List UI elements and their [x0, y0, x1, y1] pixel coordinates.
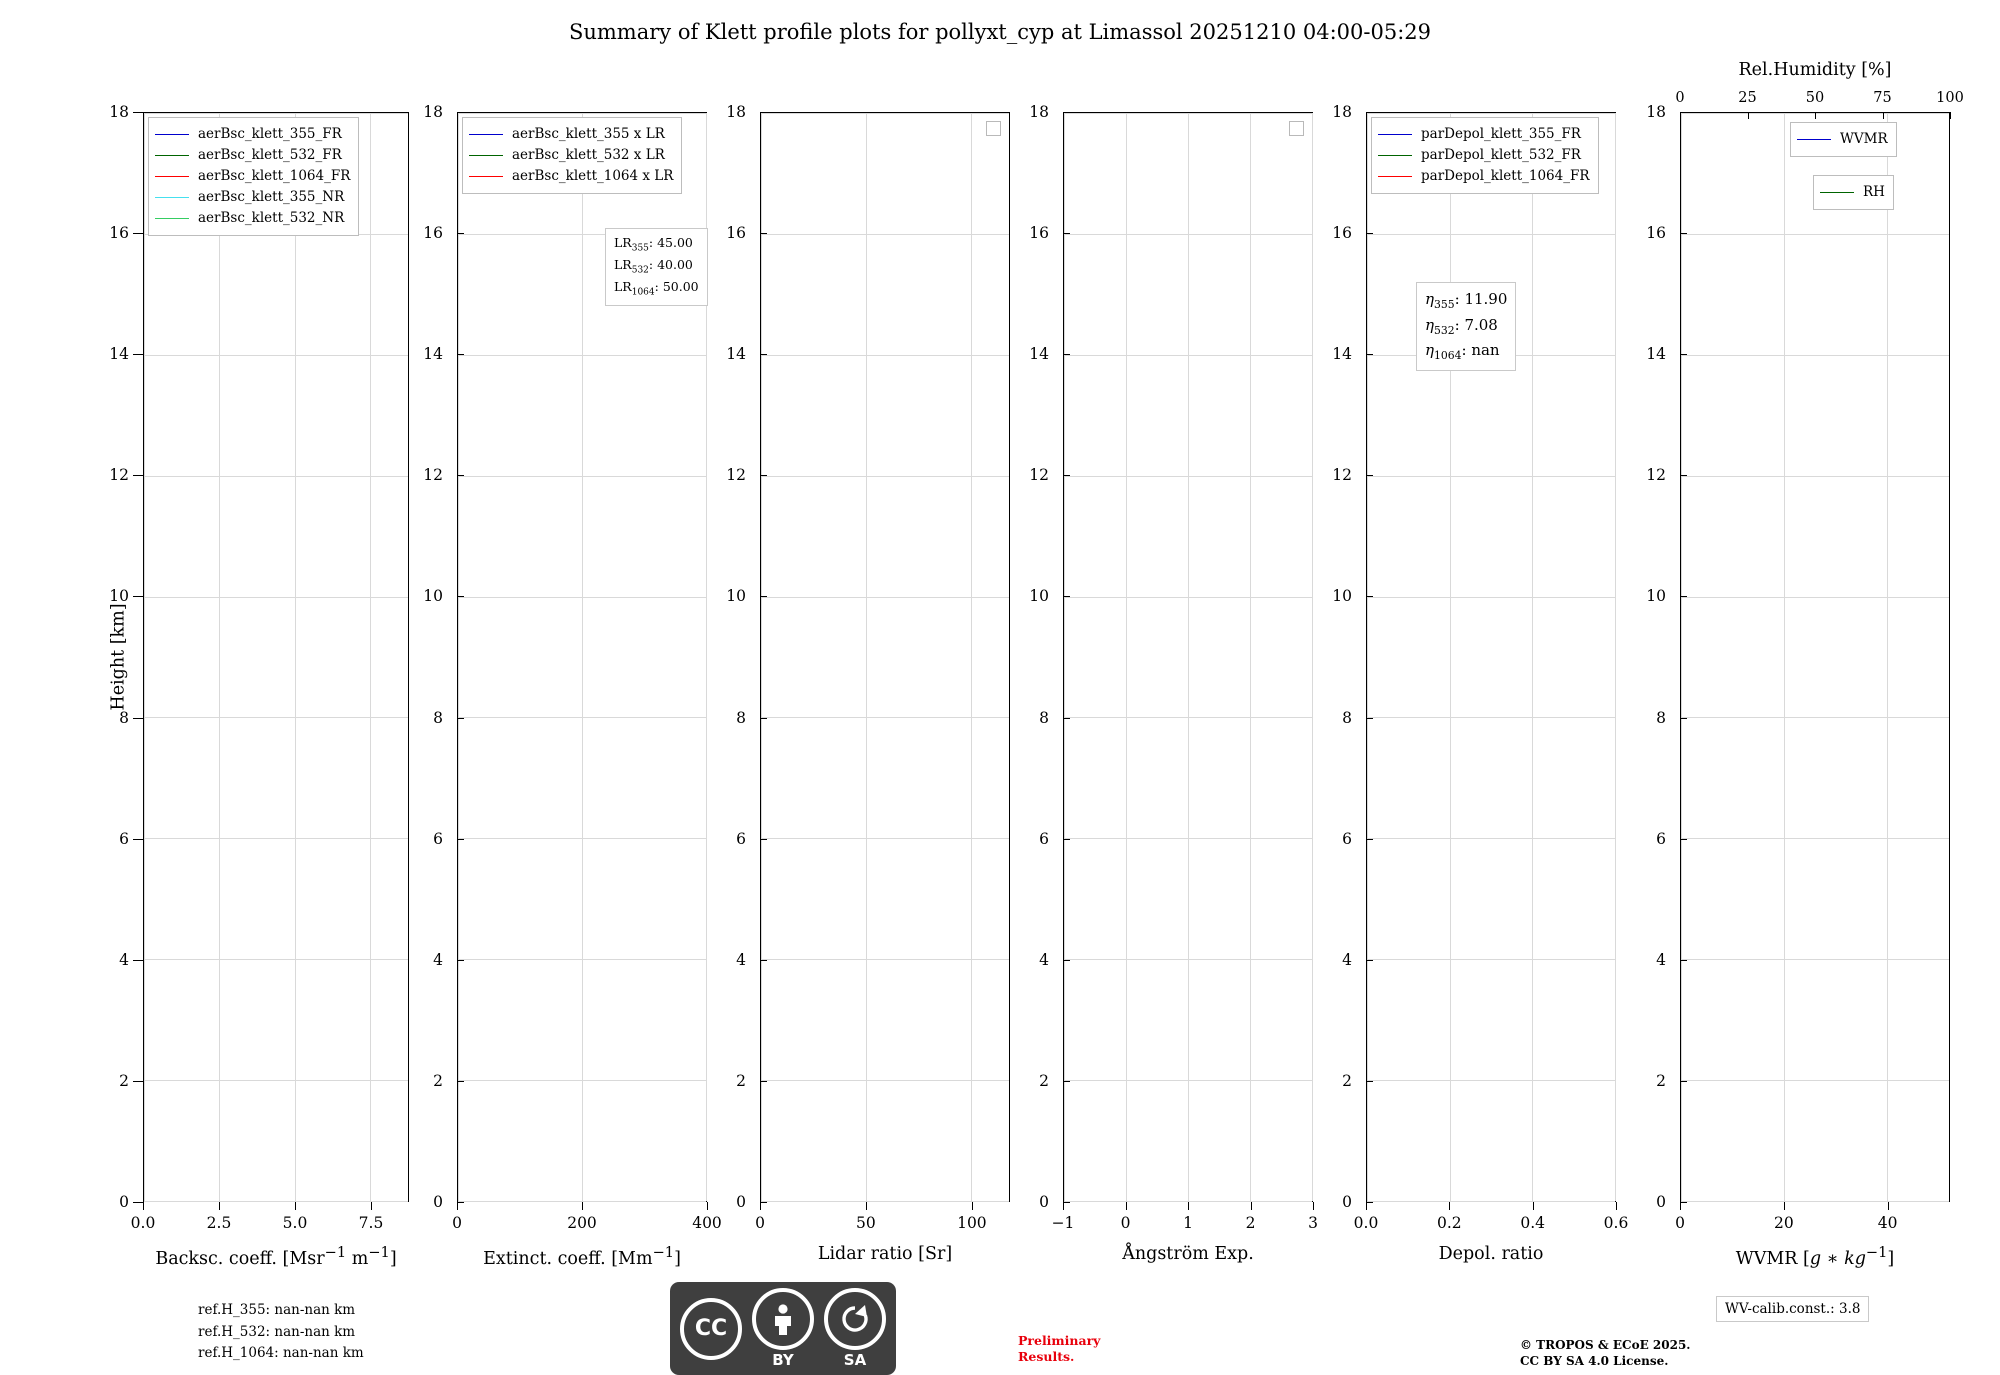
y-tick-label: 0 — [1342, 1193, 1352, 1211]
legend-label: parDepol_klett_1064_FR — [1421, 167, 1590, 184]
chart-panel-angstrom — [1029, 103, 1318, 1264]
legend-item — [469, 124, 673, 145]
x-tick-label: 400 — [692, 1214, 722, 1232]
x-tick-label: −1 — [1051, 1214, 1075, 1232]
x-axis-title-wvmr: WVMR [g ∗ $kg^{-1}$] — [1735, 1244, 1895, 1269]
copyright-line-2: CC BY SA 4.0 License. — [1520, 1354, 1669, 1369]
y-tick-label: 18 — [1029, 103, 1049, 121]
legend-rh — [1813, 175, 1894, 210]
legend-color-swatch — [155, 218, 189, 219]
legend-color-swatch — [155, 134, 189, 135]
cc-by-label: BY — [772, 1351, 794, 1369]
top-x-tick-label: 50 — [1805, 90, 1825, 106]
y-tick-label: 0 — [1656, 1193, 1666, 1211]
lr-1064-value: 50.00 — [662, 279, 699, 294]
legend-color-swatch — [1378, 176, 1412, 177]
eta-355-row: $\eta_{355}$: 11.90 — [1425, 290, 1508, 311]
x-axis-title-backscatter — [143, 1244, 409, 1269]
y-tick-label: 10 — [726, 587, 746, 606]
eta-1064-row: $\eta_{1064}$: nan — [1425, 341, 1500, 363]
ref-h-532: ref.H_532: nan-nan km — [198, 1323, 356, 1340]
y-tick-label: 8 — [433, 708, 443, 727]
y-tick-label: 2 — [1039, 1071, 1049, 1090]
legend-color-swatch — [469, 176, 503, 177]
y-tick-label: 14 — [1029, 345, 1049, 364]
x-tick-label: 0 — [755, 1214, 765, 1232]
top-x-tick-label: 100 — [1936, 90, 1964, 106]
x-axis-title-angstrom: Ångström Exp. — [1122, 1244, 1254, 1264]
ref-h-355: ref.H_355: nan-nan km — [198, 1302, 356, 1318]
y-tick-label: 6 — [119, 829, 129, 848]
y-tick-label: 6 — [1342, 829, 1352, 848]
top-x-tick-label: 0 — [1675, 90, 1685, 106]
y-tick-label: 2 — [433, 1071, 443, 1090]
legend-item — [155, 166, 350, 187]
legend-item — [155, 208, 350, 229]
y-tick-label: 12 — [1646, 466, 1666, 485]
plot-area-depol-ratio — [1366, 112, 1616, 1202]
legend-item — [1378, 166, 1590, 187]
y-tick-label: 8 — [1342, 708, 1352, 727]
y-tick-label: 18 — [109, 103, 129, 121]
y-tick-label: 16 — [109, 224, 129, 243]
empty-legend-box — [986, 121, 1001, 136]
legend-item — [1378, 145, 1590, 166]
chart-panel-lidar-ratio — [726, 103, 1010, 1264]
x-tick-label: 40 — [1877, 1214, 1898, 1232]
y-tick-label: 18 — [423, 103, 443, 121]
x-tick-label: 0 — [1675, 1214, 1685, 1232]
x-tick-label: 100 — [957, 1214, 987, 1232]
legend-color-swatch — [155, 197, 189, 198]
y-tick-label: 6 — [1656, 829, 1666, 848]
y-tick-label: 2 — [119, 1071, 129, 1090]
top-x-tick-label: 25 — [1738, 90, 1757, 106]
y-tick-label: 0 — [736, 1193, 746, 1211]
cc-icon — [680, 1298, 742, 1360]
cc-license-badge[interactable] — [670, 1282, 896, 1375]
y-axis-title: Height [km] — [108, 603, 129, 711]
y-tick-label: 10 — [1332, 587, 1352, 606]
y-tick-label: 18 — [1332, 103, 1352, 121]
y-tick-label: 14 — [109, 345, 129, 364]
x-tick-label: 0 — [452, 1214, 462, 1232]
legend-label: aerBsc_klett_1064 x LR — [512, 167, 674, 184]
chart-panel-depol-ratio — [1332, 103, 1629, 1264]
y-tick-label: 12 — [726, 466, 746, 485]
y-tick-label: 16 — [423, 224, 443, 243]
preliminary-line-1: Preliminary — [1018, 1333, 1101, 1348]
legend-color-swatch — [155, 176, 189, 177]
x-tick-label: 50 — [856, 1214, 876, 1232]
x-tick-label: 1 — [1183, 1214, 1193, 1232]
legend-item — [469, 166, 673, 187]
y-tick-label: 4 — [736, 950, 746, 969]
cc-icon-text: CC — [694, 1316, 728, 1341]
lr-355-value: 45.00 — [657, 235, 693, 250]
legend-item — [1797, 129, 1888, 150]
x-tick-label: 2 — [1245, 1214, 1256, 1232]
lidar-ratio-annotation — [605, 228, 708, 306]
preliminary-line-2: Results. — [1018, 1349, 1075, 1365]
y-tick-label: 4 — [119, 950, 129, 969]
y-tick-label: 4 — [1656, 950, 1666, 969]
y-tick-label: 2 — [1342, 1071, 1352, 1090]
copyright-line-1: © TROPOS & ECoE 2025. — [1520, 1338, 1691, 1352]
x-tick-label: 3 — [1308, 1214, 1318, 1232]
top-axis-title-rh: Rel.Humidity [%] — [1738, 60, 1892, 80]
y-tick-label: 16 — [1332, 224, 1352, 243]
eta-532-row: $\eta_{532}$: 7.08 — [1425, 315, 1498, 337]
wv-calibration-constant: WV-calib.const.: 3.8 — [1716, 1296, 1869, 1322]
x-axis-title-lidar-ratio: Lidar ratio [Sr] — [817, 1244, 953, 1264]
share-alike-icon — [824, 1288, 886, 1350]
legend-label: aerBsc_klett_1064_FR — [198, 167, 351, 184]
y-tick-label: 2 — [1656, 1071, 1666, 1090]
legend-label: aerBsc_klett_355 x LR — [512, 126, 665, 142]
legend-item — [155, 145, 350, 166]
lr-532-row: $LR_{532}$: 40.00 — [614, 257, 693, 276]
legend-label: WVMR — [1840, 131, 1888, 147]
y-tick-label: 14 — [726, 345, 746, 364]
plot-area-angstrom — [1063, 112, 1313, 1202]
y-tick-label: 4 — [1039, 950, 1049, 969]
y-tick-label: 16 — [1646, 224, 1666, 243]
y-tick-label: 18 — [1646, 103, 1666, 121]
legend-color-swatch — [469, 155, 503, 156]
y-tick-label: 10 — [1646, 587, 1666, 606]
x-tick-label: 0 — [1120, 1214, 1131, 1232]
chart-panel-backscatter — [108, 103, 409, 1269]
top-x-tick-label: 75 — [1873, 90, 1892, 106]
legend-label: aerBsc_klett_532_FR — [198, 146, 342, 163]
legend-extinction — [462, 117, 682, 194]
y-tick-label: 2 — [736, 1071, 746, 1090]
legend-item — [155, 124, 350, 145]
legend-label: parDepol_klett_532_FR — [1421, 146, 1581, 163]
legend-color-swatch — [469, 134, 503, 135]
eta-355-value: 11.90 — [1464, 290, 1508, 308]
legend-item — [1820, 182, 1885, 203]
legend-color-swatch — [155, 155, 189, 156]
y-tick-label: 6 — [1039, 829, 1049, 848]
legend-backscatter — [148, 117, 359, 236]
legend-item — [469, 145, 673, 166]
y-tick-label: 4 — [433, 950, 443, 969]
lr-532-value: 40.00 — [657, 257, 693, 272]
page-title: Summary of Klett profile plots for pollyxt_cyp at Limassol 20251210 04:00-05:29 — [568, 20, 1431, 44]
x-tick-label: 0.0 — [130, 1214, 156, 1232]
y-tick-label: 12 — [1029, 466, 1049, 485]
y-tick-label: 14 — [423, 345, 443, 364]
ref-h-1064: ref.H_1064: nan-nan km — [198, 1345, 364, 1362]
legend-color-swatch — [1378, 155, 1412, 156]
legend-item — [155, 187, 350, 208]
chart-panel-extinction — [423, 103, 722, 1269]
legend-depol-ratio — [1371, 117, 1599, 194]
cc-sa-mark — [824, 1288, 886, 1369]
y-tick-label: 16 — [726, 224, 746, 243]
y-tick-label: 6 — [736, 829, 746, 848]
legend-color-swatch — [1820, 192, 1854, 193]
x-axis-title-extinction: Extinct. coeff. $[Mm^{-1}]$ — [483, 1244, 681, 1269]
cc-sa-label: SA — [843, 1351, 867, 1369]
x-axis-title-depol: Depol. ratio — [1438, 1244, 1544, 1264]
y-tick-label: 4 — [1342, 950, 1352, 969]
x-tick-label: 0.4 — [1520, 1214, 1545, 1232]
y-tick-label: 12 — [1332, 466, 1352, 485]
y-tick-label: 10 — [423, 587, 443, 606]
x-tick-label: 2.5 — [206, 1214, 232, 1232]
cc-by-mark — [752, 1288, 814, 1369]
x-tick-label: 0.2 — [1437, 1214, 1462, 1232]
reference-heights — [198, 1300, 364, 1365]
y-tick-label: 6 — [433, 829, 443, 848]
plot-area-backscatter — [143, 112, 409, 1202]
legend-label: parDepol_klett_355_FR — [1421, 126, 1581, 142]
y-tick-label: 10 — [1029, 587, 1049, 606]
chart-panel-wvmr-rh — [1646, 60, 1964, 1269]
y-tick-label: 8 — [1039, 708, 1049, 727]
lr-1064-row: $LR_{1064}$: 50.00 — [614, 279, 699, 298]
y-tick-label: 8 — [736, 708, 746, 727]
y-tick-label: 12 — [109, 466, 129, 485]
empty-legend-box — [1289, 121, 1304, 136]
lr-355-row: $LR_{355}$: 45.00 — [614, 235, 693, 254]
x-tick-label: 0.0 — [1353, 1214, 1379, 1232]
eta-532-value: 7.08 — [1464, 315, 1498, 334]
y-tick-label: 8 — [1656, 708, 1666, 727]
legend-label: aerBsc_klett_532_NR — [198, 209, 345, 226]
y-tick-label: 10 — [109, 587, 129, 606]
copyright-notice — [1520, 1337, 1690, 1369]
x-tick-label: 20 — [1773, 1214, 1794, 1232]
cc-mark — [680, 1298, 742, 1360]
legend-item — [1378, 124, 1590, 145]
x-axis-title-text: Backsc. coeff. [Msr$^{-1}$ $m^{-1}$] — [155, 1244, 397, 1269]
eta-annotation — [1416, 282, 1516, 371]
legend-label: aerBsc_klett_355_FR — [198, 126, 342, 142]
y-tick-label: 16 — [1029, 224, 1049, 243]
x-tick-label: 200 — [567, 1214, 597, 1232]
eta-1064-value: nan — [1471, 341, 1500, 360]
legend-color-swatch — [1378, 134, 1412, 135]
legend-label: aerBsc_klett_532 x LR — [512, 146, 665, 163]
y-tick-label: 18 — [726, 103, 746, 121]
y-tick-label: 0 — [433, 1193, 443, 1211]
y-tick-label: 0 — [119, 1193, 129, 1211]
legend-wvmr — [1790, 122, 1897, 157]
x-tick-label: 0.6 — [1603, 1214, 1629, 1232]
x-tick-label: 5.0 — [282, 1214, 308, 1232]
y-tick-label: 0 — [1039, 1193, 1049, 1211]
y-tick-label: 8 — [119, 708, 129, 727]
legend-color-swatch — [1797, 139, 1831, 140]
preliminary-notice — [1018, 1333, 1100, 1366]
plot-area-wvmr-rh — [1680, 112, 1950, 1202]
x-tick-label: 7.5 — [358, 1214, 384, 1232]
y-tick-label: 14 — [1332, 345, 1352, 364]
legend-label: aerBsc_klett_355_NR — [198, 188, 345, 205]
person-icon — [752, 1288, 814, 1350]
legend-label: RH — [1863, 184, 1885, 200]
y-tick-label: 12 — [423, 466, 443, 485]
y-tick-label: 14 — [1646, 345, 1666, 364]
plot-area-lidar-ratio — [760, 112, 1010, 1202]
